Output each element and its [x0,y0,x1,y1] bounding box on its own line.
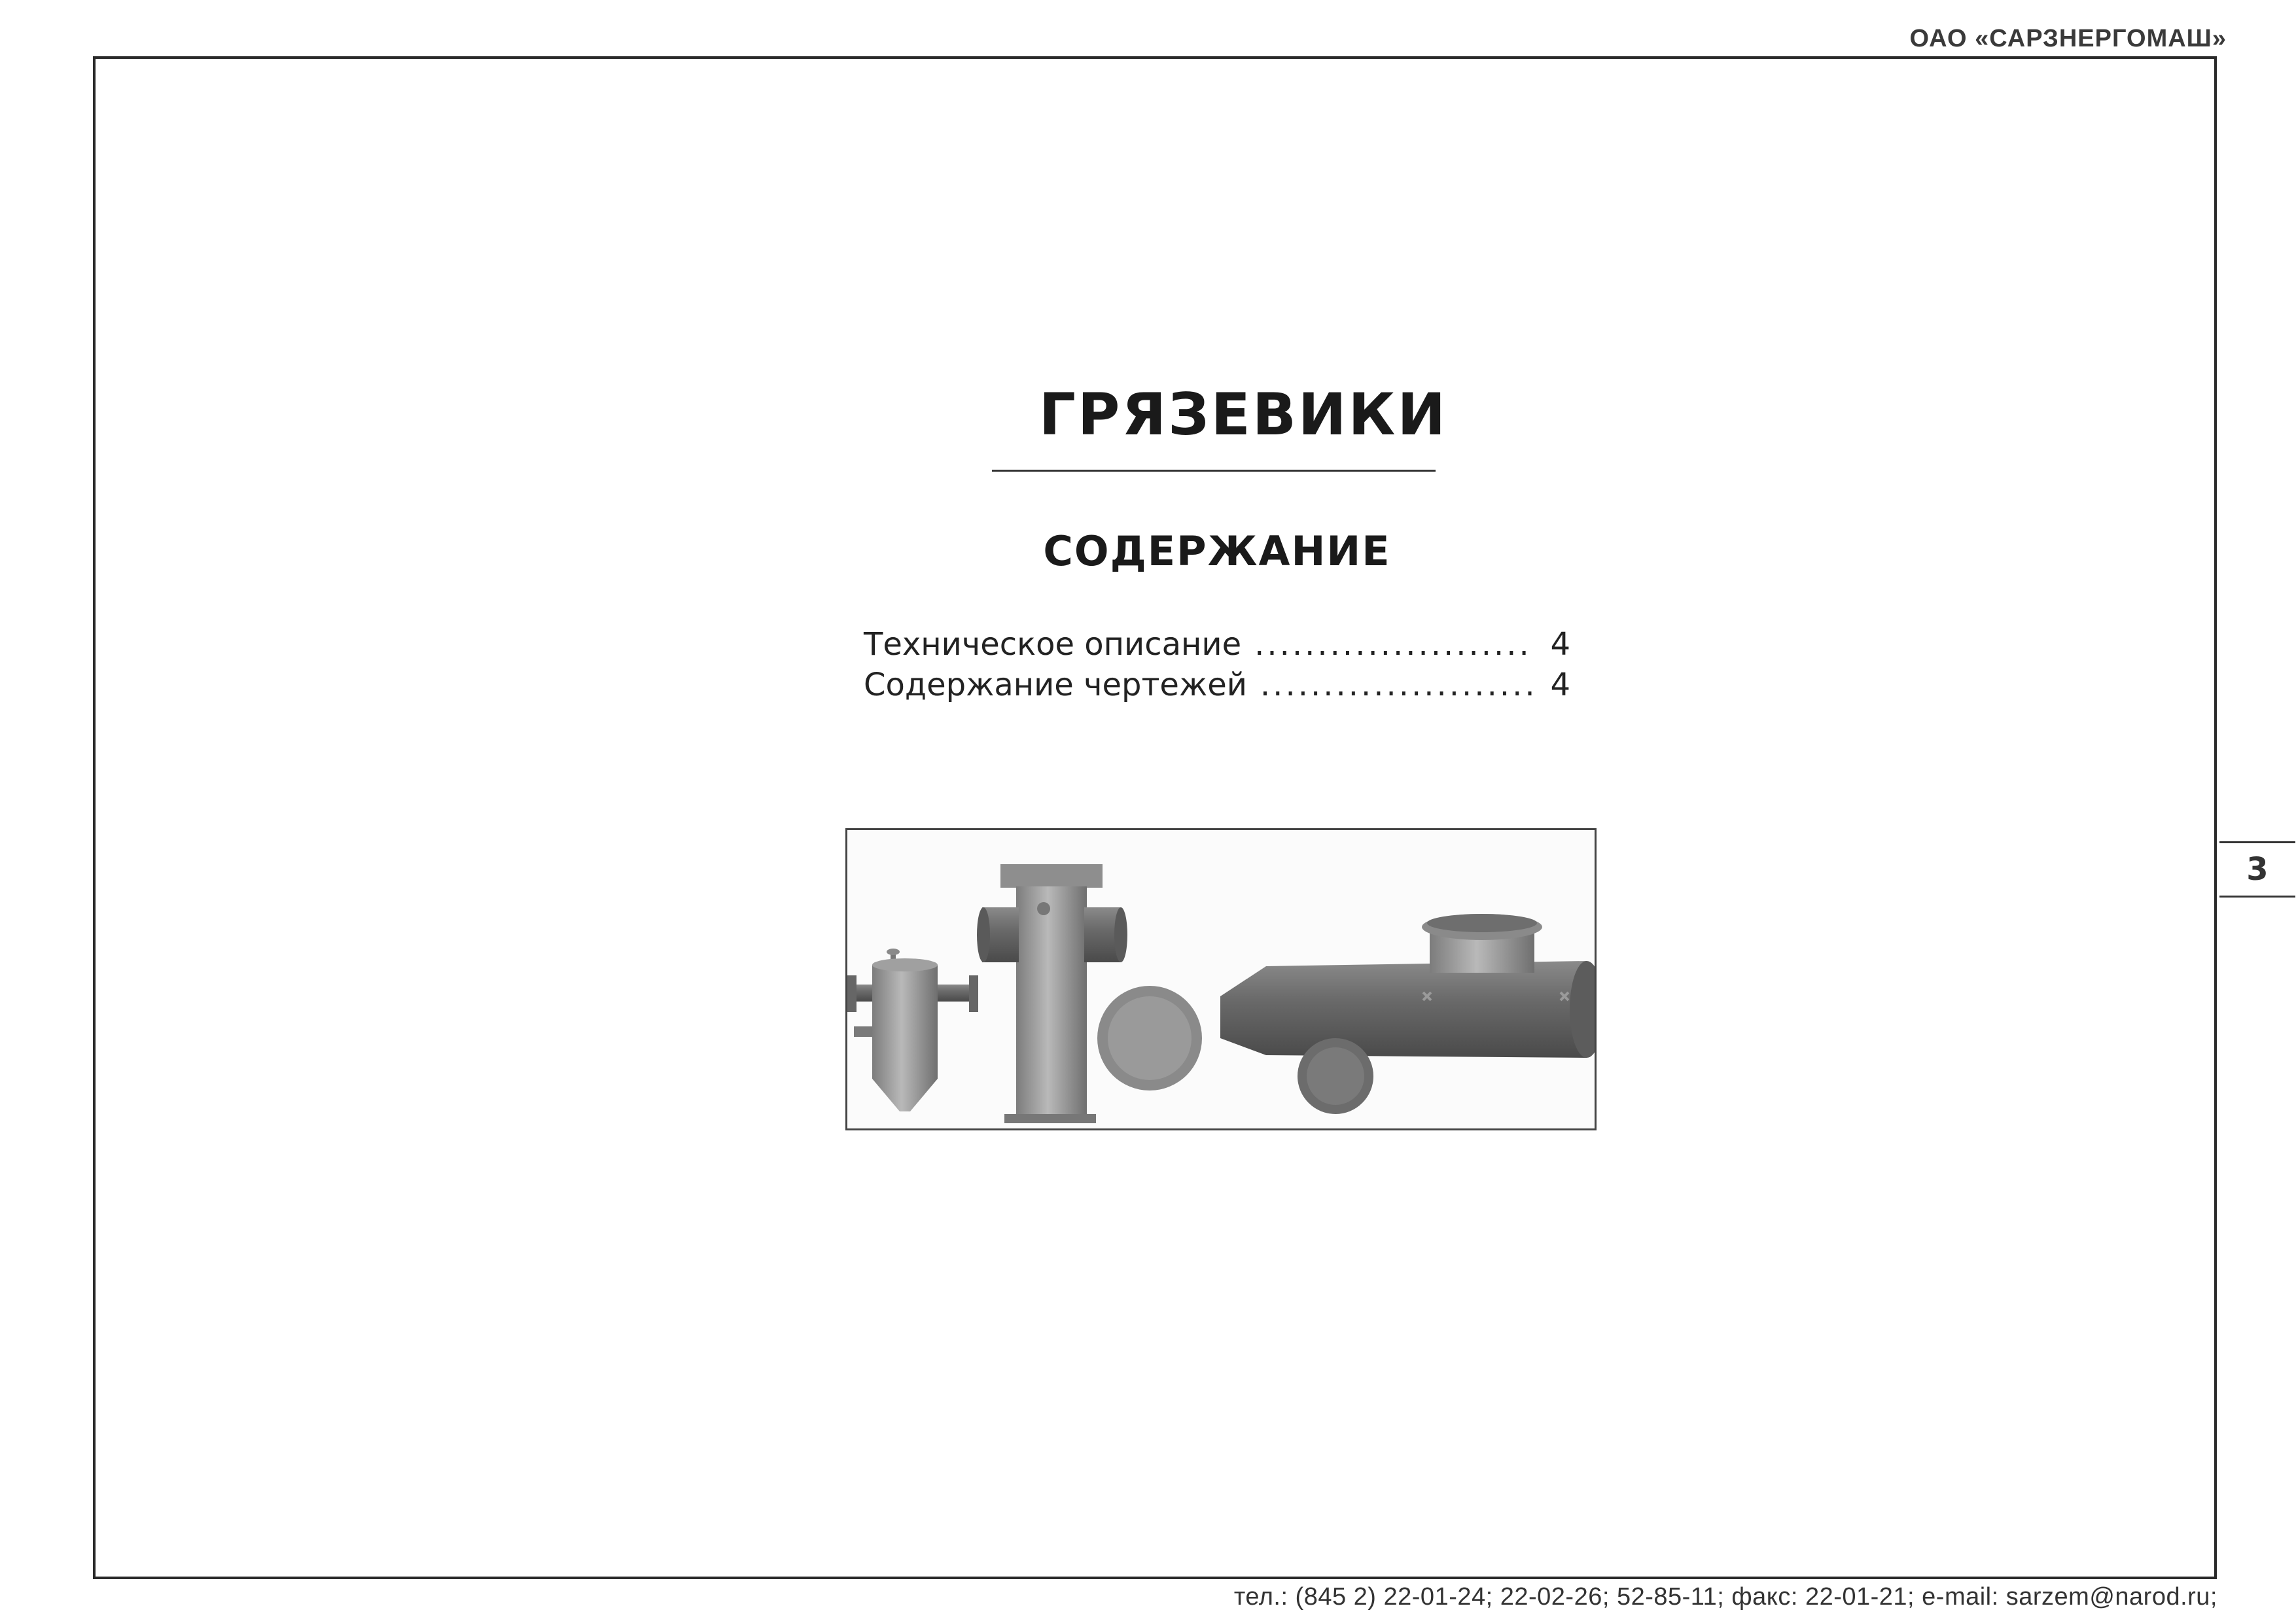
toc-entry-label: Техническое описание [864,626,1242,663]
toc-entry-page: 4 [1550,667,1570,703]
toc-leader-dots: ...................... [1254,626,1532,663]
page-frame [93,56,2217,1579]
title-underline [992,470,1436,472]
toc-entry-page: 4 [1550,626,1570,663]
contents-heading: СОДЕРЖАНИЕ [1043,527,1391,575]
page-title: ГРЯЗЕВИКИ [1038,381,1448,448]
small-vertical-separator [847,949,978,1111]
toc-entry-drawings-contents[interactable] [864,665,1570,705]
table-of-contents [864,624,1570,705]
toc-leader-dots: ...................... [1260,667,1538,703]
toc-entry-label: Содержание чертежей [864,667,1247,703]
horizontal-separator [1220,914,1595,1114]
toc-entry-technical-description[interactable] [864,624,1570,665]
company-name: ОАО «САРЗНЕРГОМАШ» [1909,25,2227,52]
footer-contacts: тел.: (845 2) 22-01-24; 22-02-26; 52-85-11; факс: 22-01-21; e-mail: sarzem@narod.ru; [1233,1583,2217,1611]
page-number-tab: 3 [2219,841,2295,898]
product-photo [845,828,1597,1130]
tall-cylindrical-separator [977,864,1202,1123]
mud-separators-illustration [847,830,1595,1128]
